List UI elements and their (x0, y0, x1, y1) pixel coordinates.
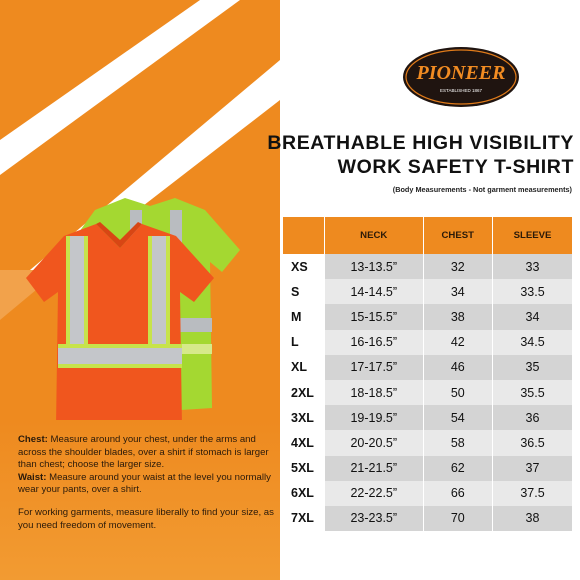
size-cell: 3XL (283, 405, 325, 430)
table-row (283, 506, 573, 531)
sleeve-cell: 36.5 (492, 430, 572, 455)
chest-cell: 38 (423, 304, 492, 329)
table-row (283, 330, 573, 355)
sleeve-cell: 33.5 (492, 279, 572, 304)
chest-cell: 62 (423, 456, 492, 481)
neck-cell: 20-20.5” (325, 430, 424, 455)
measurement-notes (18, 434, 280, 542)
neck-cell: 14-14.5” (325, 279, 424, 304)
size-chart-table (282, 217, 572, 531)
chest-note-label: Chest: (18, 434, 48, 445)
title-line-2: WORK SAFETY T-SHIRT (337, 156, 574, 178)
table-row (283, 456, 573, 481)
size-cell: 6XL (283, 481, 325, 506)
table-row (283, 254, 573, 279)
table-row (283, 405, 573, 430)
logo-tagline: ESTABLISHED 1867 (440, 88, 482, 93)
chest-cell: 32 (423, 254, 492, 279)
chest-cell: 54 (423, 405, 492, 430)
measurement-disclaimer: (Body Measurements - Not garment measurements) (392, 185, 572, 194)
product-title (244, 131, 574, 179)
neck-cell: 21-21.5” (325, 456, 424, 481)
size-cell: M (283, 304, 325, 329)
chest-note-text: Measure around your chest, under the arms and across the shoulder blades, over a shirt if stomach is larger than chest; choose the larger size. (18, 434, 269, 471)
chest-cell: 42 (423, 330, 492, 355)
size-cell: XS (283, 254, 325, 279)
table-row (283, 304, 573, 329)
size-cell: 4XL (283, 430, 325, 455)
neck-cell: 16-16.5” (325, 330, 424, 355)
chest-cell: 58 (423, 430, 492, 455)
table-row (283, 355, 573, 380)
working-garments-note: For working garments, measure liberally to find your size, as you need freedom of movement. (18, 506, 274, 531)
size-cell: XL (283, 355, 325, 380)
neck-cell: 17-17.5” (325, 355, 424, 380)
table-header-row (283, 217, 573, 254)
header-sleeve: SLEEVE (492, 217, 572, 254)
sleeve-cell: 35.5 (492, 380, 572, 405)
waist-note-label: Waist: (18, 471, 47, 483)
pioneer-logo (401, 46, 521, 108)
sleeve-cell: 36 (492, 405, 572, 430)
chest-cell: 46 (423, 355, 492, 380)
chest-cell: 50 (423, 380, 492, 405)
header-chest: CHEST (423, 217, 492, 254)
sleeve-cell: 34.5 (492, 330, 572, 355)
neck-cell: 18-18.5” (325, 380, 424, 405)
size-cell: 2XL (283, 380, 325, 405)
neck-cell: 22-22.5” (325, 481, 424, 506)
size-cell: S (283, 279, 325, 304)
table-row (283, 380, 573, 405)
chest-cell: 66 (423, 481, 492, 506)
table-row (283, 279, 573, 304)
header-neck: NECK (325, 217, 424, 254)
table-row (283, 481, 573, 506)
sleeve-cell: 35 (492, 355, 572, 380)
size-cell: L (283, 330, 325, 355)
sleeve-cell: 38 (492, 506, 572, 531)
chest-cell: 70 (423, 506, 492, 531)
size-cell: 7XL (283, 506, 325, 531)
sleeve-cell: 34 (492, 304, 572, 329)
sleeve-cell: 33 (492, 254, 572, 279)
sleeve-cell: 37.5 (492, 481, 572, 506)
neck-cell: 19-19.5” (325, 405, 424, 430)
neck-cell: 13-13.5” (325, 254, 424, 279)
chest-cell: 34 (423, 279, 492, 304)
header-size-column (283, 217, 325, 254)
waist-note-text: Measure around your waist at the level you normally wear your pants, over a shirt. (18, 471, 271, 496)
logo-wordmark: PIONEER (416, 62, 506, 84)
chest-note (18, 434, 280, 497)
sleeve-cell: 37 (492, 456, 572, 481)
title-line-1: BREATHABLE HIGH VISIBILITY (267, 132, 574, 154)
neck-cell: 15-15.5” (325, 304, 424, 329)
neck-cell: 23-23.5” (325, 506, 424, 531)
size-cell: 5XL (283, 456, 325, 481)
table-row (283, 430, 573, 455)
